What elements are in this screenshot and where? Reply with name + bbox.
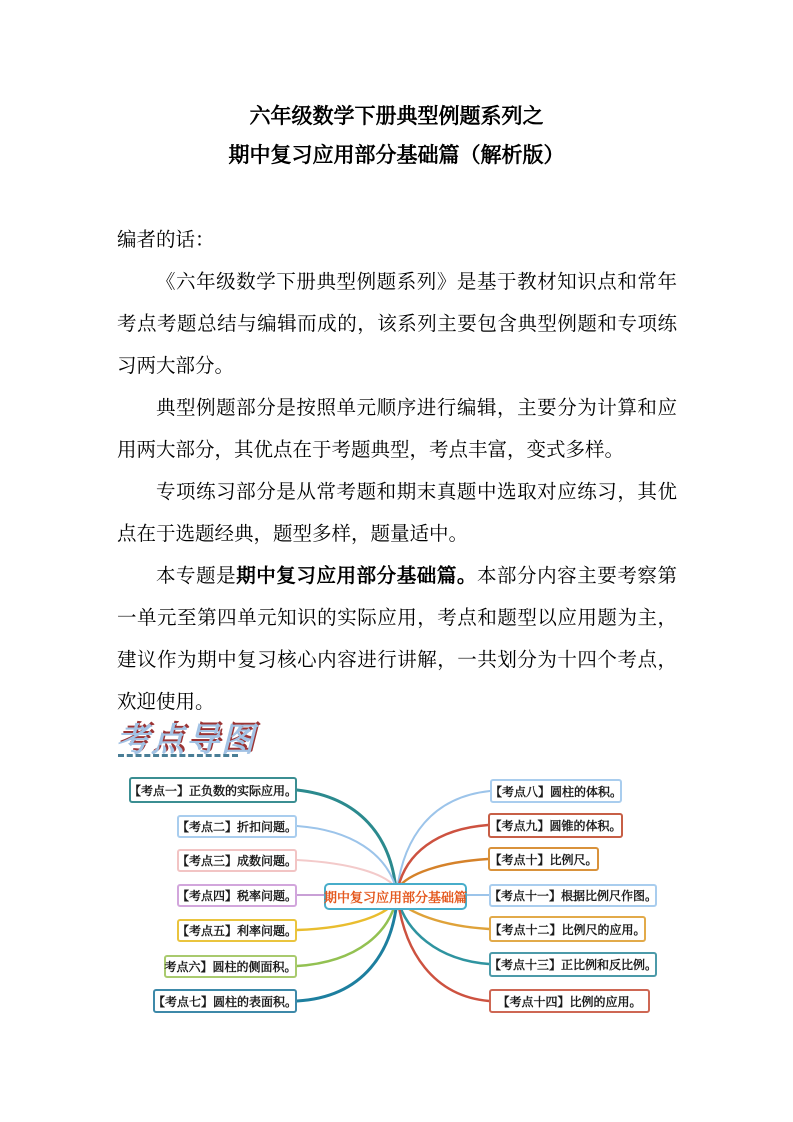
- paragraph-topic-summary: [117, 556, 677, 724]
- connector-left-2: [297, 826, 396, 888]
- topic-node-10: 【考点十】比例尺。: [488, 847, 599, 871]
- document-body: [117, 220, 677, 724]
- connector-left-1: [297, 790, 396, 890]
- topic-node-5: 【考点五】利率问题。: [177, 919, 297, 942]
- topic-node-3: 【考点三】成数问题。: [177, 849, 297, 872]
- title-line-1: 六年级数学下册典型例题系列之: [249, 105, 544, 128]
- mindmap-header-underline: [118, 754, 238, 757]
- topic-node-4: 【考点四】税率问题。: [177, 884, 297, 907]
- topic-node-12: 【考点十二】比例尺的应用。: [489, 916, 646, 942]
- topic-node-8: 【考点八】圆柱的体积。: [490, 779, 622, 803]
- topic-summary-bold: 期中复习应用部分基础篇。: [236, 566, 477, 587]
- topic-node-1: 【考点一】正负数的实际应用。: [129, 777, 297, 803]
- paragraph-series-intro: 《六年级数学下册典型例题系列》是基于教材知识点和常年考点考题总结与编辑而成的，该系列主要包含典型例题和专项练习两大部分。: [117, 272, 677, 377]
- topic-node-2: 【考点二】折扣问题。: [177, 815, 297, 838]
- topic-node-14: 【考点十四】比例的应用。: [489, 989, 650, 1013]
- topic-node-9: 【考点九】圆锥的体积。: [488, 813, 623, 838]
- central-topic-node: 期中复习应用部分基础篇: [324, 883, 467, 910]
- editor-note-heading: 编者的话：: [117, 230, 215, 251]
- topic-summary-post: 本部分内容主要考察第一单元至第四单元知识的实际应用，考点和题型以应用题为主，建议作为期中复习核心内容进行讲解，一共划分为十四个考点，欢迎使用。: [117, 566, 677, 713]
- topic-node-6: 考点六】圆柱的侧面积。: [164, 955, 297, 978]
- document-title: [0, 97, 793, 175]
- topic-node-13: 【考点十三】正比例和反比例。: [489, 952, 657, 977]
- topic-node-11: 【考点十一】根据比例尺作图。: [489, 884, 657, 907]
- mindmap-section: [100, 712, 700, 1037]
- paragraph-special-practice: 专项练习部分是从常考题和期末真题中选取对应练习，其优点在于选题经典，题型多样，题量适中。: [117, 482, 677, 545]
- topic-summary-pre: 本专题是: [156, 566, 237, 587]
- topic-node-7: 【考点七】圆柱的表面积。: [153, 989, 297, 1013]
- connector-right-8: [397, 791, 490, 890]
- title-line-2: 期中复习应用部分基础篇（解析版）: [228, 144, 565, 167]
- paragraph-typical-examples: 典型例题部分是按照单元顺序进行编辑，主要分为计算和应用两大部分，其优点在于考题典型，考点丰富，变式多样。: [117, 398, 677, 461]
- mindmap-header: 考点导图: [116, 720, 256, 759]
- connector-right-9: [398, 825, 488, 888]
- connector-left-7: [297, 901, 397, 1001]
